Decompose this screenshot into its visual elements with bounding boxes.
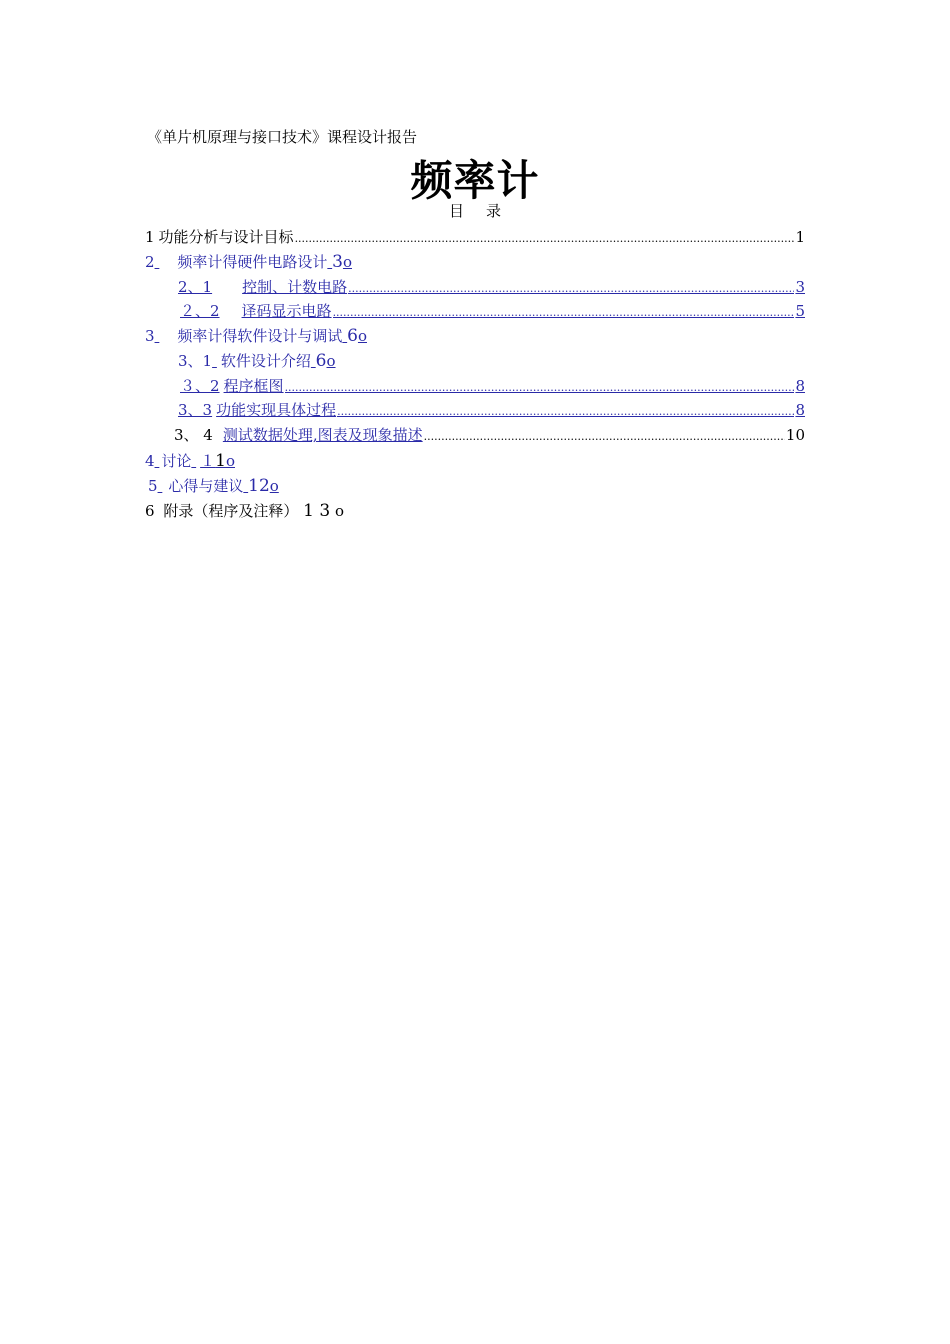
- toc-dot-leader: [337, 399, 794, 423]
- toc-entry-title: 功能实现具体过程: [216, 401, 337, 419]
- toc-entry-suffix: o: [334, 502, 344, 520]
- toc-entry-title: 译码显示电路: [241, 302, 332, 320]
- toc-dot-leader: [424, 424, 785, 448]
- toc-entry-number: 6: [145, 502, 155, 520]
- toc-entry-page: 1 3: [303, 501, 331, 521]
- toc-dot-leader: [348, 276, 794, 300]
- toc-entry-title: 软件设计介绍: [220, 352, 311, 370]
- toc-entry-3-1[interactable]: [178, 350, 336, 372]
- toc-entry-title: 程序框图: [223, 377, 284, 395]
- toc-dot-leader: [295, 226, 795, 250]
- toc-entry-page: 6: [315, 351, 327, 371]
- toc-entry-title: 测试数据处理,图表及现象描述: [222, 426, 423, 444]
- toc-entry-page: 3: [332, 252, 343, 272]
- toc-entry-page: 8: [795, 401, 805, 419]
- toc-entry-5[interactable]: [145, 475, 279, 497]
- toc-entry-3[interactable]: [145, 325, 367, 347]
- toc-entry-3-2[interactable]: [180, 375, 805, 397]
- toc-entry-2-2[interactable]: [180, 300, 805, 322]
- toc-entry-page: 1: [795, 228, 805, 246]
- toc-entry-page: 10: [785, 426, 805, 444]
- toc-entry-page: 6: [347, 326, 358, 346]
- toc-dot-leader: [285, 375, 795, 399]
- toc-heading-char-2: 录: [486, 202, 502, 220]
- toc-entry-3-3[interactable]: [178, 399, 805, 421]
- toc-entry-1[interactable]: [145, 226, 805, 248]
- toc-dot-leader: [333, 300, 795, 324]
- toc-entry-title: 频率计得硬件电路设计: [177, 253, 328, 271]
- toc-entry-suffix: o: [342, 253, 352, 271]
- toc-entry-title: 附录（程序及注释）: [163, 502, 299, 520]
- course-report-title: 《单片机原理与接口技术》课程设计报告: [147, 128, 418, 146]
- toc-entry-number: ２、2: [180, 302, 220, 320]
- toc-entry-number: 2、1: [178, 278, 213, 296]
- toc-entry-title: 讨论: [161, 452, 192, 470]
- toc-entry-3-4[interactable]: [174, 424, 805, 446]
- toc-entry-title: 心得与建议: [168, 477, 244, 495]
- document-title: 频率计: [410, 156, 540, 205]
- toc-entry-page: 8: [795, 377, 805, 395]
- toc-heading: [0, 200, 950, 221]
- toc-entry-title: 控制、计数电路: [242, 278, 348, 296]
- toc-entry-number: 5: [148, 477, 158, 495]
- toc-entry-number: ３、2: [180, 377, 220, 395]
- toc-entry-page: 5: [795, 302, 805, 320]
- toc-entry-title: 功能分析与设计目标: [158, 228, 294, 246]
- toc-entry-number: 3: [145, 327, 155, 345]
- toc-entry-2[interactable]: [145, 251, 352, 273]
- toc-entry-number: 3、1: [178, 352, 213, 370]
- toc-entry-number: 3、 4: [174, 426, 213, 444]
- toc-entry-page-part-2: 1: [215, 451, 226, 471]
- toc-entry-4[interactable]: [145, 450, 235, 472]
- toc-entry-suffix: o: [225, 452, 235, 470]
- toc-entry-page: 12: [248, 476, 270, 496]
- toc-entry-number: 3、3: [178, 401, 213, 419]
- toc-entry-page: 3: [795, 278, 805, 296]
- toc-entry-6[interactable]: [145, 500, 344, 522]
- toc-entry-number: 1: [145, 228, 155, 246]
- toc-entry-suffix: o: [326, 352, 336, 370]
- toc-heading-char-1: 目: [448, 202, 464, 220]
- toc-entry-suffix: o: [269, 477, 279, 495]
- toc-entry-suffix: o: [357, 327, 367, 345]
- toc-entry-number: 2: [145, 253, 155, 271]
- toc-entry-number: 4: [145, 452, 155, 470]
- toc-entry-2-1[interactable]: [178, 276, 805, 298]
- toc-entry-page-part-1: １: [200, 452, 216, 470]
- toc-entry-title: 频率计得软件设计与调试: [177, 327, 343, 345]
